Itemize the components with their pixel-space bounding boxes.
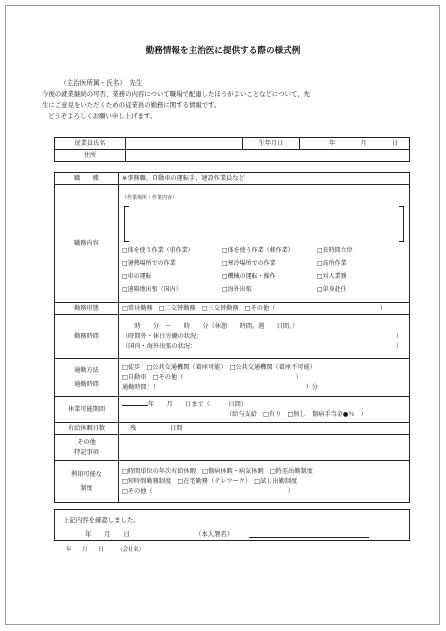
systems-other-close: ） (287, 487, 294, 495)
work-hours-field[interactable] (119, 315, 410, 359)
commute-label (55, 359, 119, 397)
commute-other-close: ） (295, 373, 302, 381)
employee-name-field[interactable] (126, 138, 243, 150)
paid-leave-days: 日間 (170, 424, 183, 432)
birth-year: 年 (329, 139, 336, 147)
work-hours-label: 勤務時間 (55, 315, 119, 359)
employee-name-label: 従業員氏名 (55, 138, 126, 150)
address-field[interactable] (126, 150, 410, 162)
work-form-field[interactable] (119, 303, 410, 315)
option-long-standing[interactable]: □長時間立位 (317, 246, 353, 254)
confirmation-date[interactable]: 年 月 日 (85, 530, 130, 538)
option-driving[interactable]: □車の運転 (122, 272, 152, 280)
commute-time-label: 通勤時間 (74, 380, 99, 388)
option-cold-place[interactable]: □寒冷場所での作業 (222, 259, 276, 267)
leave-period-field[interactable] (119, 397, 410, 423)
job-type-field[interactable]: ※事務職、自動車の運転手、建設作業員など (119, 173, 410, 185)
systems-other[interactable]: □その他（ (122, 487, 153, 495)
commute-method-label: 通勤方法 (74, 366, 99, 374)
option-height-work[interactable]: □高所作業 (317, 259, 347, 267)
job-content-options (122, 246, 406, 295)
birth-day: 日 (391, 139, 398, 147)
salary-status[interactable]: （給与支給 □有り □無し 傷病手当金●％ ） (226, 410, 367, 418)
commute-time[interactable]: 通勤時間：（ (122, 383, 157, 391)
confirmation-box (54, 509, 410, 541)
paid-leave-label: 有給休暇日数 (55, 423, 119, 435)
address-label: 住所 (55, 150, 126, 162)
option-hot-place[interactable]: □暑熱場所での作業 (122, 259, 176, 267)
commute-other[interactable]: □自動車 □その他（ (122, 373, 184, 381)
job-content-note: （作業場所・作業内容） (122, 194, 178, 201)
leave-period-label: 休業可能期間 (55, 397, 119, 423)
job-content-input[interactable] (124, 206, 404, 242)
paid-leave-remain: 残 (130, 424, 137, 432)
intro-line-1: 今後の就業継続の可否、業務の内容について職場で配慮したほうがよいことなどについて、先 (42, 90, 311, 98)
systems-options-2[interactable]: □短時間勤務制度 □在宅勤務（テレワーク） □試し出勤制度 (122, 477, 298, 485)
overtime-close: ） (395, 332, 402, 340)
option-customer-service[interactable]: □対人業務 (317, 272, 347, 280)
work-form-label: 勤務形態 (55, 303, 119, 315)
birthdate-field[interactable] (300, 138, 410, 150)
intro-text (42, 89, 412, 122)
available-systems-field[interactable] (119, 461, 410, 503)
birthdate-label: 生年月日 (243, 138, 300, 150)
intro-line-2: 生にご意見をいただくための従業員の勤務に関する情報です。 (42, 101, 221, 109)
footer-company-line: 年 月 日 （会社名） (66, 547, 145, 553)
job-content-label: 職務内容 (55, 185, 119, 303)
other-notes-label (55, 435, 119, 461)
option-light-work[interactable]: □体を使う作業（軽作業） (222, 246, 294, 254)
work-form-options[interactable]: □常昼勤務 □二交替勤務 □三交替勤務 □その他（ (122, 304, 276, 312)
option-heavy-work[interactable]: □体を使う作業（重作業） (122, 246, 194, 254)
birth-month: 月 (360, 139, 367, 147)
commute-field[interactable] (119, 359, 410, 397)
job-content-field[interactable] (119, 185, 410, 303)
work-info-table (54, 172, 410, 503)
job-type-label: 職 種 (55, 173, 119, 185)
other-notes-field[interactable] (119, 435, 410, 461)
work-form-close: ） (379, 304, 386, 312)
intro-line-3: どうぞよろしくお願い申し上げます。 (48, 112, 157, 120)
system-label: 制度 (80, 484, 93, 492)
employee-basic-table (54, 137, 410, 162)
commute-method-options[interactable]: □徒歩 □公共交通機関（着座可能） □公共交通機関（着座不可能） (122, 363, 316, 371)
other-label: その他 (77, 438, 96, 446)
option-domestic-trip[interactable]: □遠隔地出張（国内） (122, 285, 182, 293)
signature-line[interactable] (249, 537, 369, 538)
option-solo-posting[interactable]: □単身赴任 (317, 285, 347, 293)
option-machine-operation[interactable]: □機械の運転・操作 (222, 272, 276, 280)
confirmation-text: 上記内容を確認しました。 (63, 516, 140, 524)
paid-leave-field[interactable] (119, 423, 410, 435)
business-trip-status: （国内・海外出張の状況： (122, 342, 197, 350)
signature-label: （本人署名） (195, 530, 234, 538)
overtime-status: （時間外・休日労働の状況： (122, 332, 203, 340)
document-title: 勤務情報を主治医に提供する際の様式例 (145, 46, 301, 56)
leave-period-line: 年 月 日まで（ 日間） (122, 400, 406, 410)
work-hours-line: 時 分 ～ 時 分（休憩 時間。週 日間。） (122, 322, 299, 330)
business-trip-close: ） (395, 342, 402, 350)
option-overseas-trip[interactable]: □海外出張 (222, 285, 252, 293)
systems-options-1[interactable]: □時間単位の年次有給休暇 □傷病休暇・病気休暇 □時差出勤制度 (122, 467, 313, 475)
addressee-line: （主治医所属・氏名） 先生 (60, 79, 143, 87)
special-notes-label: 特記事項 (74, 448, 99, 456)
available-label: 利用可能な (71, 470, 102, 478)
commute-time-close: ）分 (305, 383, 318, 391)
available-systems-label (55, 461, 119, 503)
